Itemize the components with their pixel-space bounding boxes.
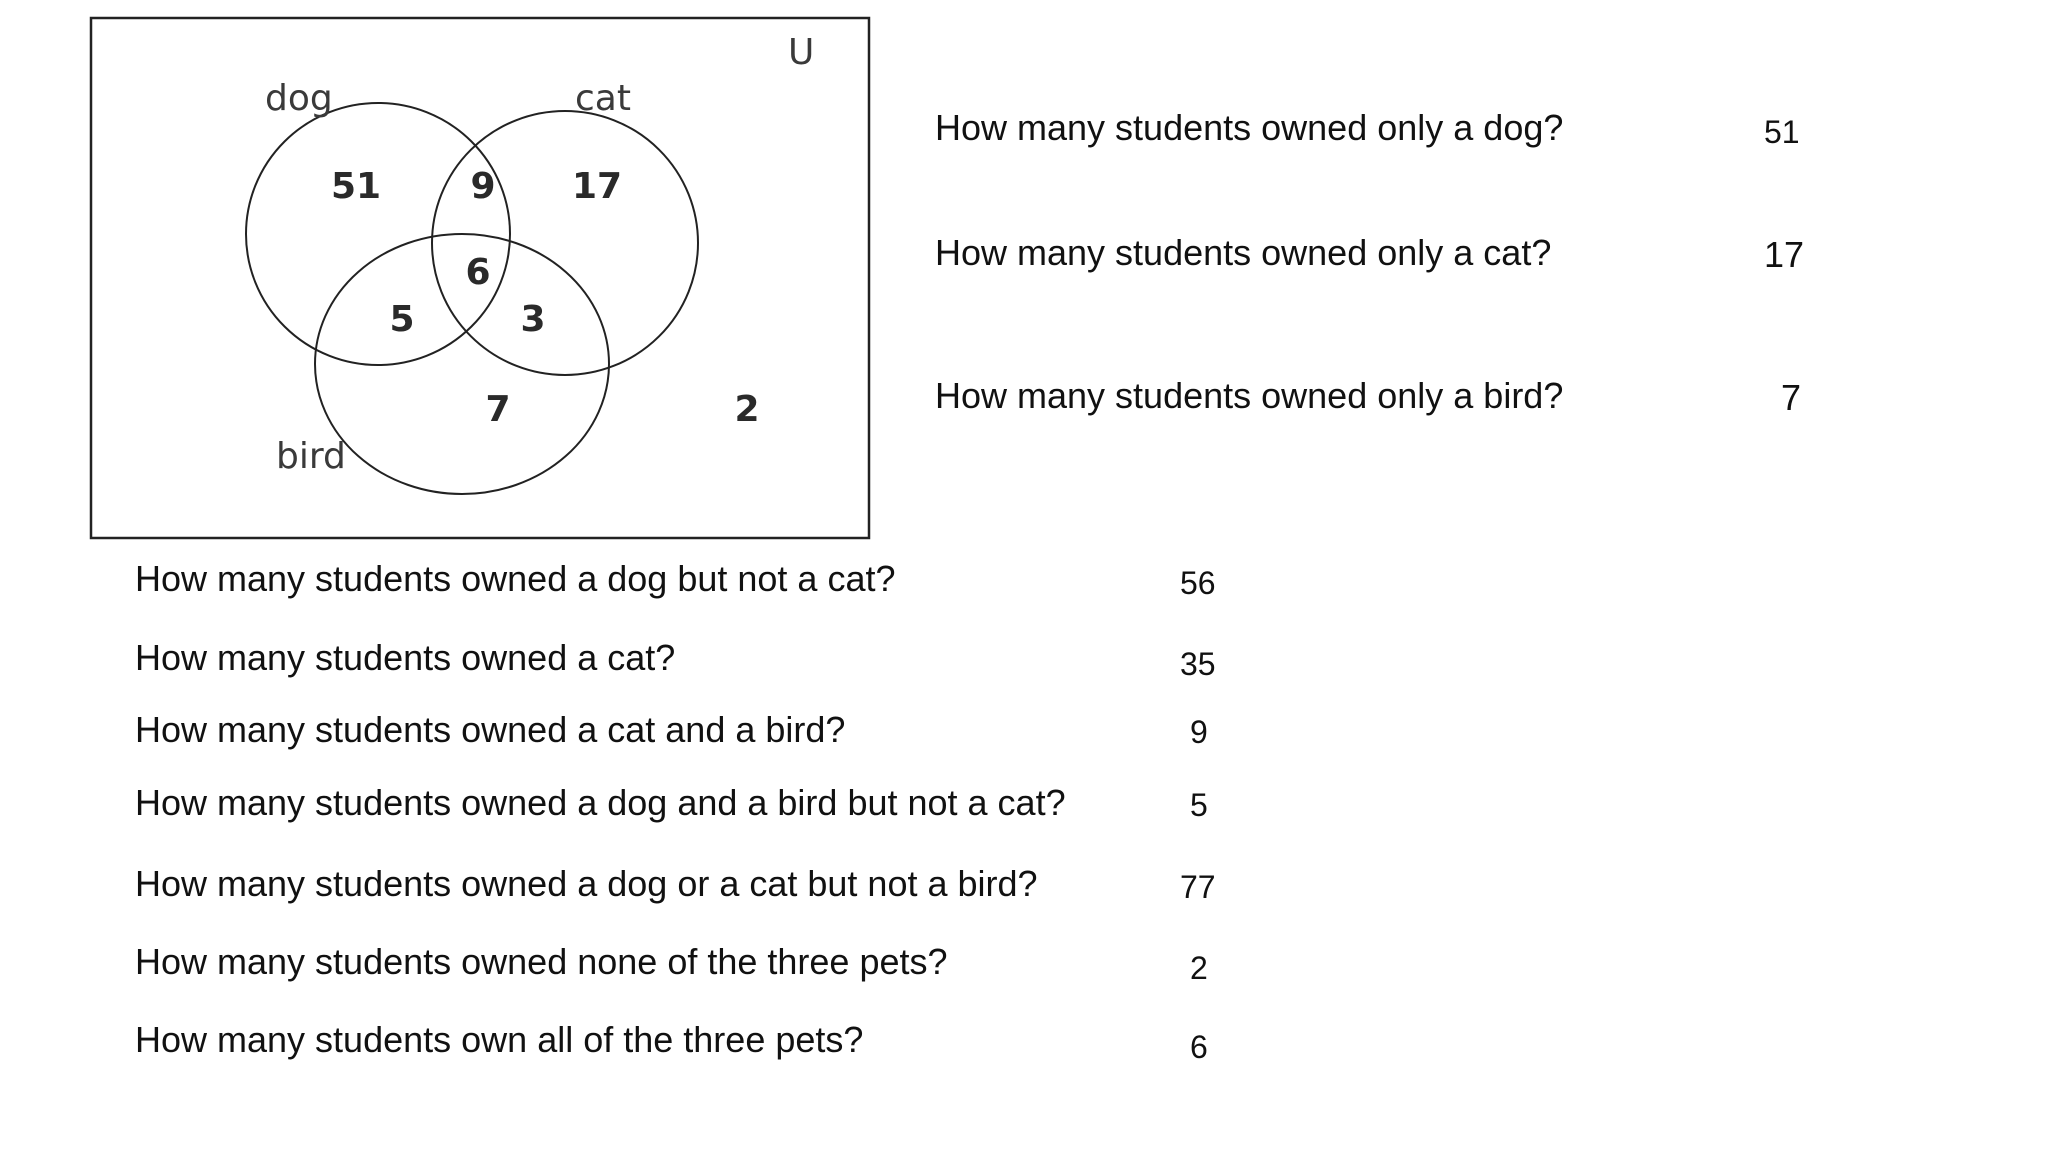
answer-dog-bird-not-cat: 5 xyxy=(1190,787,1208,823)
question-only-dog: How many students owned only a dog? xyxy=(935,107,1564,148)
question-dog-not-cat: How many students owned a dog but not a cat? xyxy=(135,558,896,599)
question-cat-and-bird: How many students owned a cat and a bird? xyxy=(135,709,846,750)
question-dog-or-cat-not-bird: How many students owned a dog or a cat but not a bird? xyxy=(135,863,1038,904)
answer-dog-not-cat: 56 xyxy=(1180,565,1216,601)
question-only-bird: How many students owned only a bird? xyxy=(935,375,1564,416)
universe-label: U xyxy=(788,32,815,73)
question-dog-bird-not-cat: How many students owned a dog and a bird but not a cat? xyxy=(135,782,1066,823)
dog-set-label: dog xyxy=(265,78,333,119)
answer-all-three: 6 xyxy=(1190,1029,1208,1065)
region-none: 2 xyxy=(734,389,760,430)
answer-none: 2 xyxy=(1190,950,1208,986)
bird-set-label: bird xyxy=(276,436,346,477)
question-cat: How many students owned a cat? xyxy=(135,637,676,678)
answer-only-bird: 7 xyxy=(1781,377,1802,418)
region-dog-only: 51 xyxy=(330,166,382,207)
region-dog-bird: 5 xyxy=(389,299,415,340)
question-only-cat: How many students owned only a cat? xyxy=(935,232,1552,273)
venn-diagram xyxy=(0,0,880,560)
cat-set-label: cat xyxy=(575,78,631,119)
answer-only-dog: 51 xyxy=(1764,114,1800,150)
region-cat-bird: 3 xyxy=(520,299,546,340)
region-cat-only: 17 xyxy=(571,166,623,207)
region-bird-only: 7 xyxy=(485,389,511,430)
region-dog-cat: 9 xyxy=(470,166,496,207)
answer-only-cat: 17 xyxy=(1764,234,1805,275)
answer-cat: 35 xyxy=(1180,646,1216,682)
region-all-three: 6 xyxy=(465,252,491,293)
question-all-three: How many students own all of the three pets? xyxy=(135,1019,864,1060)
question-none: How many students owned none of the three pets? xyxy=(135,941,948,982)
answer-cat-and-bird: 9 xyxy=(1190,714,1208,750)
answer-dog-or-cat-not-bird: 77 xyxy=(1180,869,1216,905)
